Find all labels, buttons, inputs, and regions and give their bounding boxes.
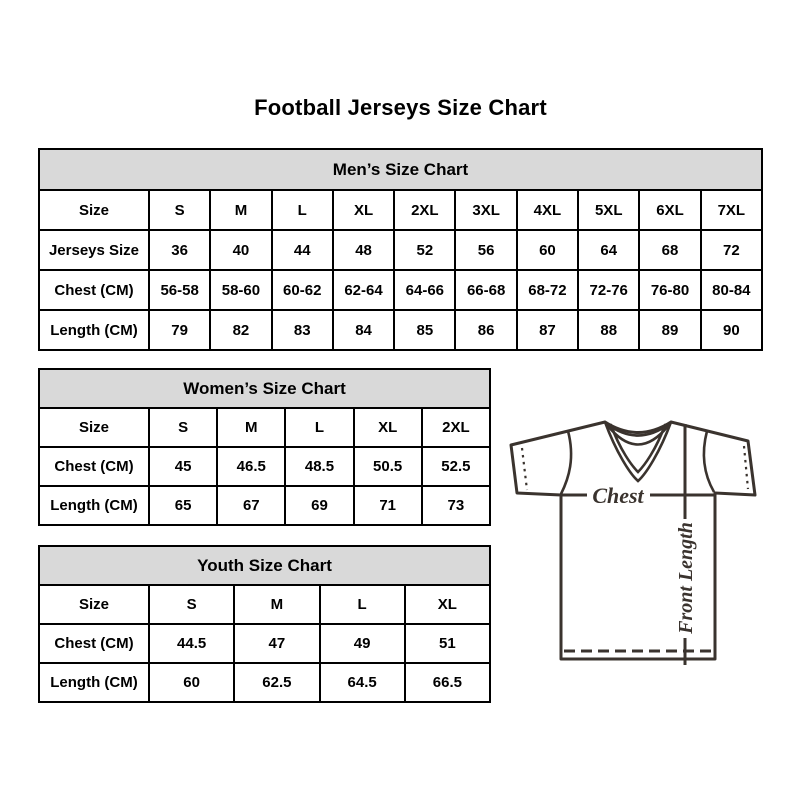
table-cell: 71	[354, 486, 422, 525]
table-cell: 66-68	[455, 270, 516, 310]
table-cell: S	[149, 585, 234, 624]
table-cell: 83	[272, 310, 333, 350]
table-cell: 62.5	[234, 663, 319, 702]
table-cell: 6XL	[639, 190, 700, 230]
row-label: Jerseys Size	[39, 230, 149, 270]
table-cell: 66.5	[405, 663, 490, 702]
mens-table-title: Men’s Size Chart	[39, 149, 762, 190]
row-label: Length (CM)	[39, 663, 149, 702]
table-cell: 68	[639, 230, 700, 270]
table-cell: 50.5	[354, 447, 422, 486]
table-cell: 44.5	[149, 624, 234, 663]
jersey-diagram-icon	[508, 416, 766, 670]
table-row	[39, 270, 762, 310]
table-cell: 7XL	[701, 190, 762, 230]
row-label: Length (CM)	[39, 310, 149, 350]
table-cell: 2XL	[422, 408, 490, 447]
table-cell: 72-76	[578, 270, 639, 310]
table-cell: 85	[394, 310, 455, 350]
table-cell: 79	[149, 310, 210, 350]
table-cell: S	[149, 408, 217, 447]
table-cell: M	[234, 585, 319, 624]
table-cell: 3XL	[455, 190, 516, 230]
table-cell: 86	[455, 310, 516, 350]
table-cell: 36	[149, 230, 210, 270]
row-label: Size	[39, 585, 149, 624]
table-row	[39, 149, 762, 190]
table-cell: 5XL	[578, 190, 639, 230]
table-cell: L	[285, 408, 353, 447]
table-cell: 64-66	[394, 270, 455, 310]
table-cell: 56-58	[149, 270, 210, 310]
table-cell: 65	[149, 486, 217, 525]
front-length-measure-label: Front Length	[675, 522, 697, 634]
table-cell: 44	[272, 230, 333, 270]
table-cell: 67	[217, 486, 285, 525]
table-cell: 58-60	[210, 270, 271, 310]
table-row	[39, 369, 490, 408]
row-label: Chest (CM)	[39, 624, 149, 663]
table-cell: 73	[422, 486, 490, 525]
table-cell: 80-84	[701, 270, 762, 310]
table-cell: 48.5	[285, 447, 353, 486]
table-cell: 52	[394, 230, 455, 270]
youth-table-title: Youth Size Chart	[39, 546, 490, 585]
table-cell: L	[272, 190, 333, 230]
table-cell: 46.5	[217, 447, 285, 486]
jersey-outline	[511, 422, 755, 659]
table-cell: 62-64	[333, 270, 394, 310]
womens-table-title: Women’s Size Chart	[39, 369, 490, 408]
jersey-measurement-diagram	[508, 416, 766, 670]
table-cell: 48	[333, 230, 394, 270]
table-cell: XL	[405, 585, 490, 624]
youth-size-table	[38, 545, 491, 703]
table-cell: 89	[639, 310, 700, 350]
table-row	[39, 230, 762, 270]
table-cell: 68-72	[517, 270, 578, 310]
table-cell: 4XL	[517, 190, 578, 230]
table-cell: 90	[701, 310, 762, 350]
row-label: Size	[39, 408, 149, 447]
table-cell: 40	[210, 230, 271, 270]
table-row	[39, 486, 490, 525]
table-cell: XL	[354, 408, 422, 447]
row-label: Length (CM)	[39, 486, 149, 525]
page-title: Football Jerseys Size Chart	[254, 95, 547, 120]
table-row	[39, 585, 490, 624]
table-cell: 87	[517, 310, 578, 350]
table-row	[39, 624, 490, 663]
table-row	[39, 663, 490, 702]
table-row	[39, 310, 762, 350]
table-cell: 56	[455, 230, 516, 270]
table-cell: 64.5	[320, 663, 405, 702]
table-cell: 2XL	[394, 190, 455, 230]
table-row	[39, 546, 490, 585]
table-cell: L	[320, 585, 405, 624]
table-cell: 72	[701, 230, 762, 270]
table-cell: M	[210, 190, 271, 230]
table-cell: 60-62	[272, 270, 333, 310]
table-cell: XL	[333, 190, 394, 230]
table-cell: 49	[320, 624, 405, 663]
row-label: Chest (CM)	[39, 270, 149, 310]
table-cell: 60	[149, 663, 234, 702]
table-cell: 64	[578, 230, 639, 270]
mens-size-table	[38, 148, 763, 351]
table-cell: M	[217, 408, 285, 447]
table-cell: 82	[210, 310, 271, 350]
table-cell: 52.5	[422, 447, 490, 486]
row-label: Size	[39, 190, 149, 230]
table-cell: 51	[405, 624, 490, 663]
table-cell: 47	[234, 624, 319, 663]
chest-measure-label: Chest	[592, 483, 644, 508]
row-label: Chest (CM)	[39, 447, 149, 486]
table-row	[39, 190, 762, 230]
table-row	[39, 408, 490, 447]
table-cell: 69	[285, 486, 353, 525]
table-cell: S	[149, 190, 210, 230]
table-cell: 84	[333, 310, 394, 350]
table-row	[39, 447, 490, 486]
table-cell: 88	[578, 310, 639, 350]
table-cell: 60	[517, 230, 578, 270]
table-cell: 76-80	[639, 270, 700, 310]
womens-size-table	[38, 368, 491, 526]
table-cell: 45	[149, 447, 217, 486]
